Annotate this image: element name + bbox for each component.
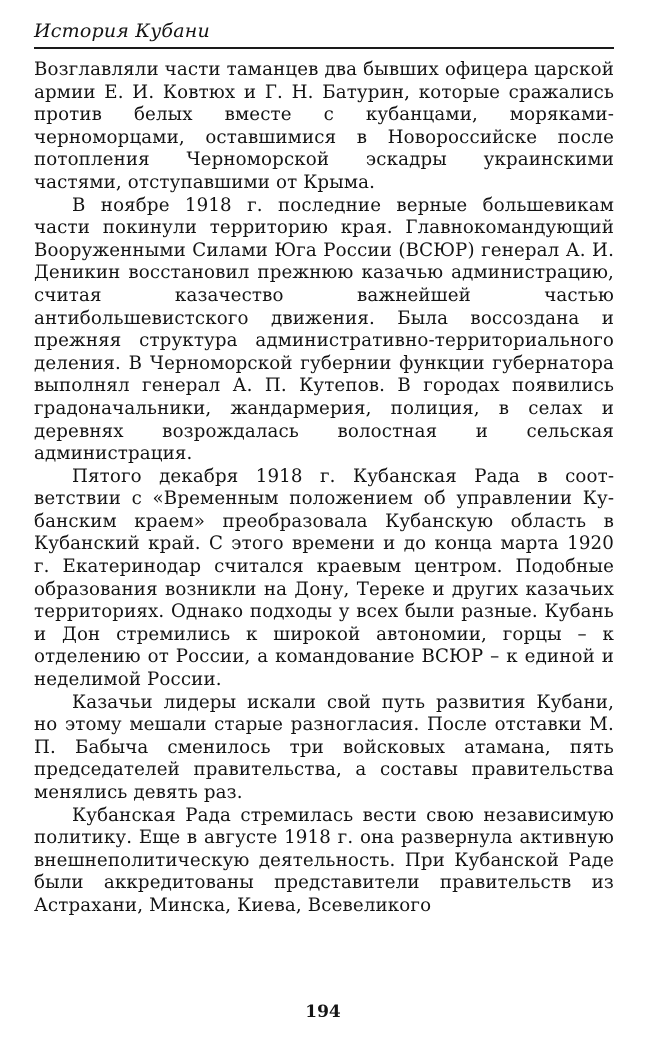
page-number: 194 bbox=[305, 1002, 341, 1022]
paragraph: В ноябре 1918 г. последние верные большевикам части покинули территорию края. Главнокомандующий Вооруженными Силами Юга России (ВСЮР) генерал А. И. Деникин восстановил прежнюю казачью администрацию, считая казачество важнейшей частью антибольшевистского движения. Была воссоздана и прежняя структура административно-территориального деления. В Черноморской губернии функции губернатора выполнял генерал А. П. Кутепов. В городах появились градоначальники, жандармерия, полиция, в селах и деревнях возрождалась волостная и сельская администрация. bbox=[34, 194, 614, 465]
book-page bbox=[34, 18, 614, 918]
paragraph: Казачьи лидеры искали свой путь развития Кубани, но этому мешали старые разногласия. После отставки М. П. Бабыча сменилось три войсковых атамана, пять председателей правительства, а составы правительства менялись девять раз. bbox=[34, 691, 614, 803]
paragraph-continued: Возглавляли части таманцев два бывших офицера царской армии Е. И. Ковтюх и Г. Н. Батурин, которые сражались против белых вместе с кубанцами, моряками-черноморцами, оставшимися в Новороссийске после потопления Черноморской эскадры украинскими частями, отступавшими от Крыма. bbox=[34, 59, 614, 193]
paragraph: Пятого декабря 1918 г. Кубанская Рада в соответствии с «Временным положением об управлении Кубанским краем» преобразовала Кубанскую область в Кубанский край. С этого времени и до конца марта 1920 г. Екатеринодар считался краевым центром. Подобные образования возникли на Дону, Тереке и других казачьих территориях. Однако подходы у всех были разные. Кубань и Дон стремились к широкой автономии, горцы – к отделению от России, а командование ВСЮР – к единой и неделимой России. bbox=[34, 465, 614, 691]
paragraph: Кубанская Рада стремилась вести свою независимую политику. Еще в августе 1918 г. она развернула активную внешнеполитическую деятельность. При Кубанской Раде были аккредитованы представители правительств из Астрахани, Минска, Киева, Всевеликого bbox=[34, 804, 614, 916]
running-head: История Кубани bbox=[34, 18, 614, 49]
body-text bbox=[34, 59, 614, 918]
